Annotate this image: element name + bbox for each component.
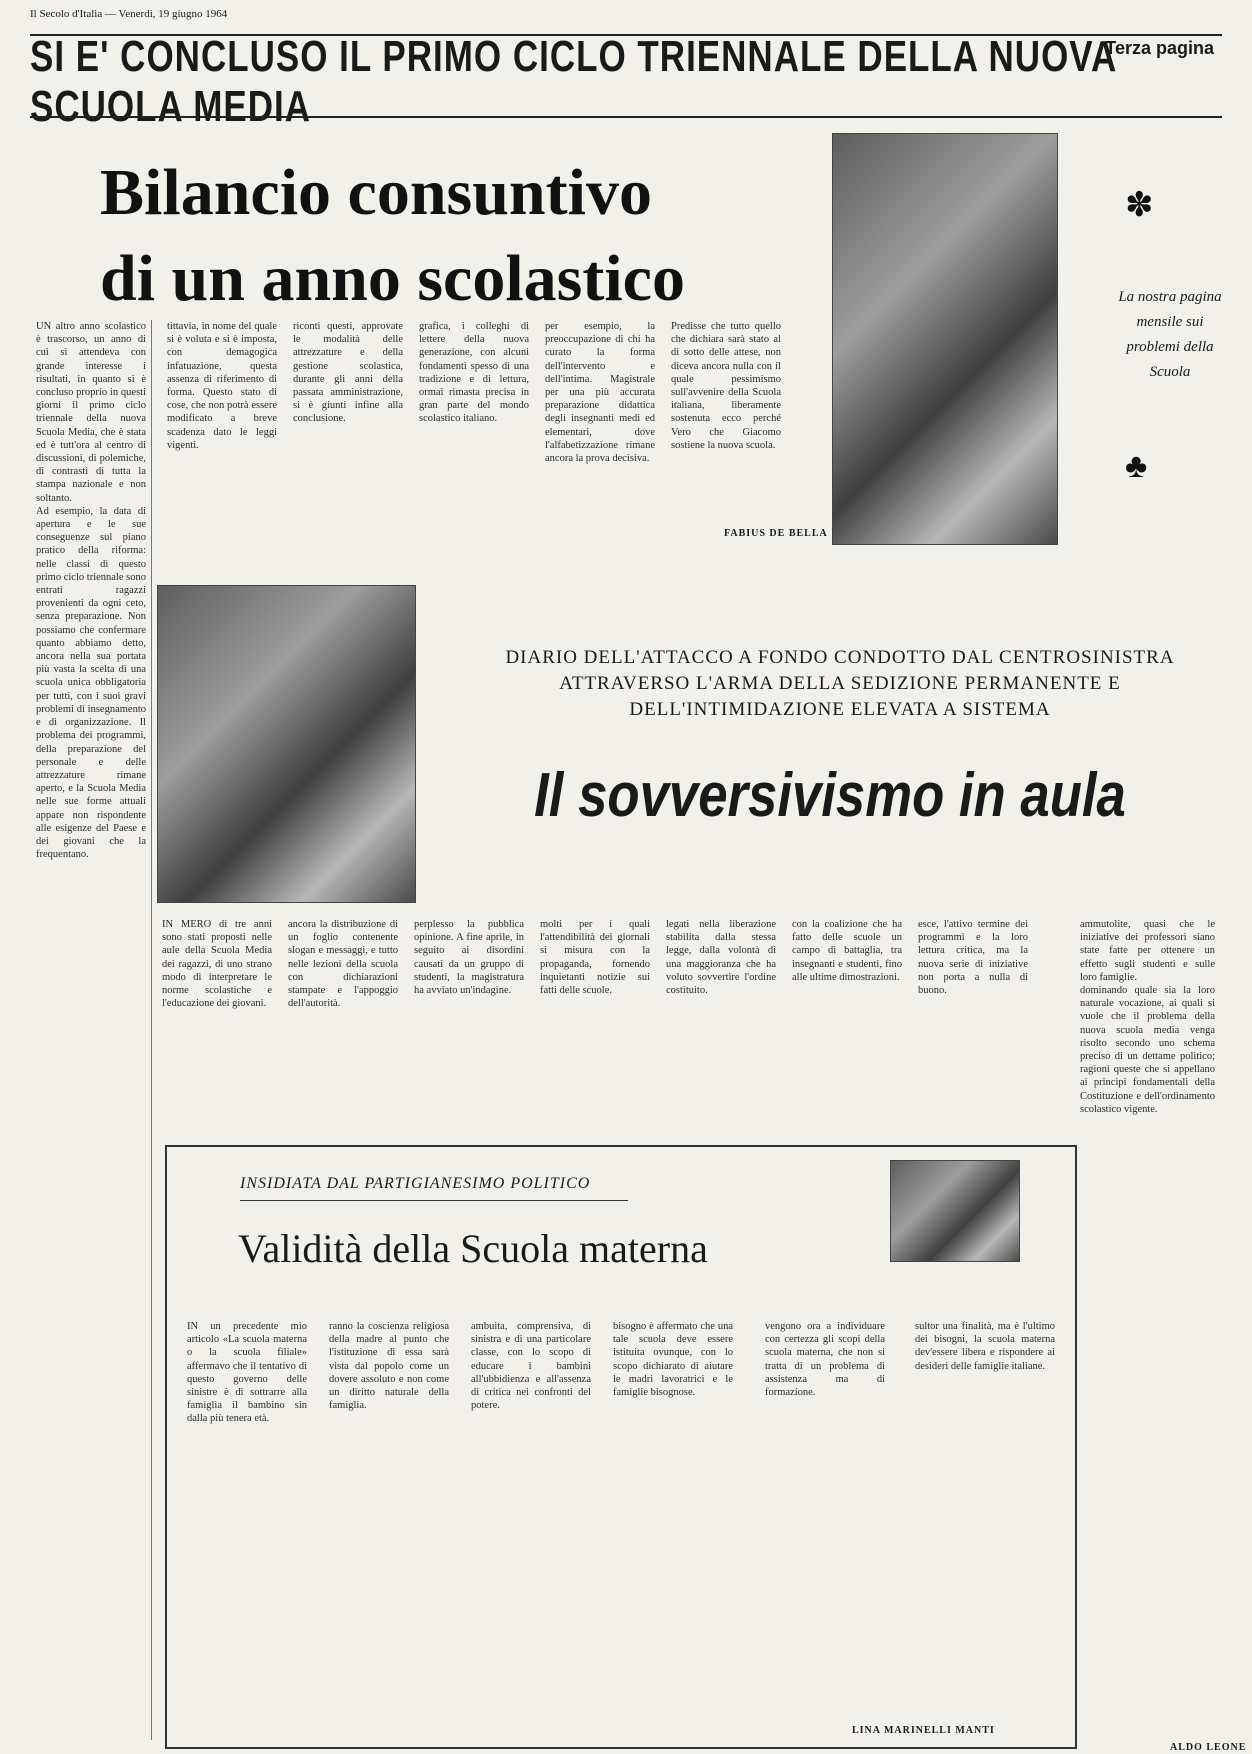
article1-column-6: Predisse che tutto quello che dichiara sarà stato al di sotto delle attese, non diceva ancora nulla con il quale pessimismo sull'avvenire della Scuola italiana, liberamente sostenuta ecco perché Vero che Giacomo sostiene la nuova scuola. bbox=[671, 321, 781, 451]
article1-column-5: per esempio, la preoccupazione di chi ha curato la forma dell'intervento e dell'intima. Magistrale per una più accurata preparazione didattica degli insegnanti medi ed elementari, dove l'alfabetizzazione rimane ancora la prova decisiva. bbox=[545, 321, 655, 465]
article3-column-1: IN un precedente mio articolo «La scuola materna o la scuola filiale» affermavo che il tentativo di questo governo delle sinistre è di sottrarre alla famiglia il bambino sin dalla più tenera età. bbox=[187, 1321, 307, 1425]
column-divider bbox=[151, 320, 152, 1740]
students-photo bbox=[832, 133, 1058, 545]
article1-column-1: UN altro anno scolastico è trascorso, un anno di cui si attendeva con grande interesse i risultati, in quanto si è concluso proprio in questi giorni il primo ciclo triennale della nuova Scuola Media, che è stata ed è tutt'ora al centro di discussioni, di polemiche, di contrasti di tutta la stampa nazionale e non soltanto. bbox=[36, 321, 146, 504]
newspaper-header: Il Secolo d'Italia — Venerdì, 19 giugno 1964 bbox=[30, 8, 228, 20]
article3-column-5: vengono ora a individuare con certezza gli scopi della scuola materna, che non si tratta di un problema di assistenza ma di formazione. bbox=[765, 1321, 885, 1399]
article3-column-4: bisogno è affermato che una tale scuola deve essere istituita ovunque, con lo scopo dichiarato di aiutare le madri lavoratrici e le famiglie bisognose. bbox=[613, 1321, 733, 1399]
article3-signature: LINA MARINELLI MANTI bbox=[852, 1725, 995, 1736]
article1-column-4: grafica, i colleghi di lettere della nuova generazione, con alcuni fondamenti spesso di una tradizione e di lettura, ormai rimasta precisa in gran parte del mondo scolastico italiano. bbox=[419, 321, 529, 425]
article2-kicker: DIARIO DELL'ATTACCO A FONDO CONDOTTO DAL CENTROSINISTRA ATTRAVERSO L'ARMA DELLA SEDIZIONE PERMANENTE E DELL'INTIMIDAZIONE ELEVATA A SISTEMA bbox=[505, 647, 1175, 720]
article2-column-6: con la coalizione che ha fatto delle scuole un campo di battaglia, tra insegnanti e studenti, fino alle ultime dimostrazioni. bbox=[792, 919, 902, 983]
article3-kicker: INSIDIATA DAL PARTIGIANESIMO POLITICO bbox=[240, 1175, 591, 1192]
article2-column-4: molti per i quali l'attendibilità dei giornali si misura con la propaganda, fornendo inquietanti notizie sui fatti delle scuole. bbox=[540, 919, 650, 997]
article2-column-3: perplesso la pubblica opinione. A fine aprile, in seguito ai disordini causati da un gruppo di studenti, la magistratura ha avviato un'indagine. bbox=[414, 919, 524, 997]
headline-rule bbox=[30, 116, 1222, 118]
asterism-icon: ✽ bbox=[1125, 187, 1154, 224]
left-column-continuation: Ad esempio, la data di apertura e le sue conseguenze sul piano pratico della riforma: nelle classi di questo primo ciclo triennale sono entrati ragazzi provenienti da ogni ceto, senza preparazione. Non possiamo che confermare quanto abbiamo detto, ancora nella sua portata più vasta la scelta di una scuola unica obbligatoria per tutti, con i suoi gravi problemi di insegnamento e di organizzazione. Il problema dei programmi, della preparazione del personale e delle attrezzature rimane aperto, e la Scuola Media nelle sue forme attuali appare non rispondente alle esigenze del Paese e dei giovani che la frequentano. bbox=[36, 505, 146, 861]
article1-title-line1: Bilancio consuntivo bbox=[100, 156, 652, 229]
article1-column-2: tittavia, in nome del quale si è voluta e si è imposta, con demagogica infatuazione, questa assenza di riferimento di forma. Questo stato di cose, che non potrà essere modificato a breve scadenza dato le leggi vigenti. bbox=[167, 321, 277, 451]
club-ornament-icon: ♣ bbox=[1125, 448, 1148, 485]
main-kicker-headline: SI E' CONCLUSO IL PRIMO CICLO TRIENNALE DELLA NUOVA SCUOLA MEDIA bbox=[30, 32, 1117, 131]
article2-column-2: ancora la distribuzione di un foglio contenente slogan e messaggi, e tutto nelle lezioni della scuola con dichiarazioni stampate e l'appoggio dell'autorità. bbox=[288, 919, 398, 1010]
article2-column-5: legati nella liberazione stabilita dalla stessa legge, dalla volontà di una maggioranza che ha voluto sovvertire l'ordine costituito. bbox=[666, 919, 776, 997]
article1-title-line2: di un anno scolastico bbox=[100, 242, 685, 315]
article3-right-column: dominando quale sia la loro naturale vocazione, ai quali si vuole che il problema della nuova scuola media venga risolto secondo uno schema preciso di un dettame politico; ragioni queste che si appellano ai principi fondamentali della Costituzione e dell'ordinamento scolastico vigente. bbox=[1080, 985, 1215, 1115]
article3-column-3: ambuita, comprensiva, di sinistra e di una particolare classe, con lo scopo di educare i bambini all'ubbidienza e all'assenza di critica nei confronti del potere. bbox=[471, 1321, 591, 1412]
section-label: Terza pagina bbox=[1105, 38, 1214, 58]
article3-column-6: sultor una finalità, ma è l'ultimo dei bisogni, la scuola materna dev'essere libera e rispondere ai desideri delle famiglie italiane. bbox=[915, 1321, 1055, 1372]
article3-title: Validità della Scuola materna bbox=[238, 1226, 708, 1271]
article1-column-3: riconti questi, approvate le modalità delle attrezzature e della gestione scolastica, durante gli anni della passata amministrazione, si è giunti infine alla conclusione. bbox=[293, 321, 403, 425]
article2-column-8 bbox=[1080, 918, 1215, 1730]
article2-column-1: IN MERO di tre anni sono stati proposti nelle aule della Scuola Media dei ragazzi, di uno strano modo di interpretare le norme scolastiche e l'educazione dei giovani. bbox=[162, 919, 272, 1010]
article2-title: Il sovversivismo in aula bbox=[534, 761, 1126, 830]
article1-signature: FABIUS DE BELLA bbox=[724, 528, 828, 539]
article3-kicker-rule bbox=[240, 1200, 628, 1201]
article1-title bbox=[100, 150, 740, 322]
article3-column-2: ranno la coscienza religiosa della madre al punto che l'istituzione di essa sarà vista dal popolo come un dovere assoluto e non come un diritto naturale della famiglia. bbox=[329, 1321, 449, 1412]
article2-column-7: esce, l'attivo termine dei programmi e la loro lettura critica, ma la nuova serie di iniziative non porta a nulla di buono. bbox=[918, 919, 1028, 997]
left-column-text bbox=[36, 320, 146, 1740]
children-photo bbox=[890, 1160, 1020, 1262]
article2-signature: ALDO LEONE bbox=[1170, 1742, 1247, 1753]
side-caption: La nostra pagina mensile sui problemi della Scuola bbox=[1118, 289, 1222, 380]
article2-column-8-text: ammutolite, quasi che le iniziative dei professori siano state fatte per ottenere un effetto sugli studenti e sulle loro famiglie. bbox=[1080, 919, 1215, 983]
students-stairs-photo bbox=[157, 585, 416, 903]
